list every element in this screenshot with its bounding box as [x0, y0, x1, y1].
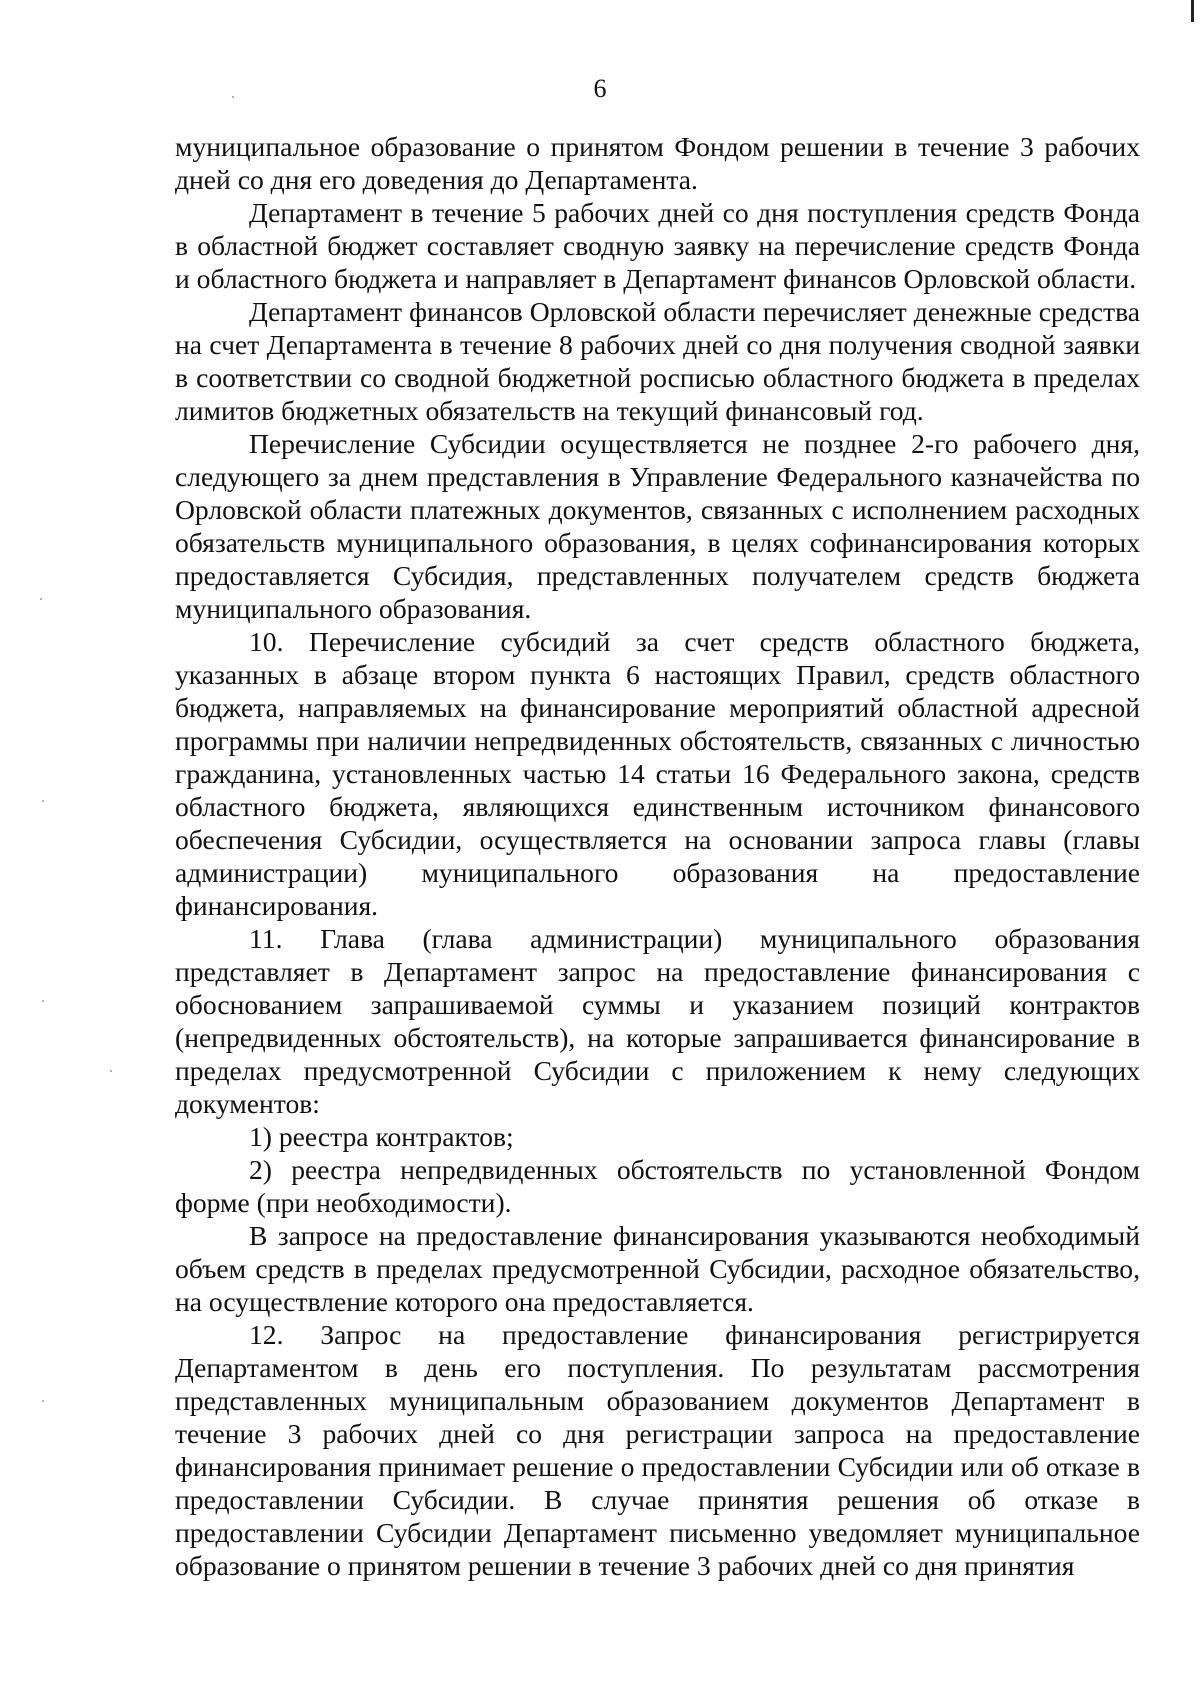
paragraph-request-contents: В запросе на предоставление финансирования указываются необходимый объем средств в пределах предусмотренной Субсидии, расходное обязательство, на осуществление которого она предоставляется.	[175, 1220, 1140, 1317]
scan-edge-mark	[1191, 0, 1194, 22]
list-item-circumstances-registry: 2) реестра непредвиденных обстоятельств по установленной Фондом форме (при необходимости).	[175, 1154, 1140, 1218]
paragraph-finance-transfer: Департамент финансов Орловской области перечисляет денежные средства на счет Департамента в течение 8 рабочих дней со дня получения сводной заявки в соответствии со сводной бюджетной росписью областного бюджета в пределах лимитов бюджетных обязательств на текущий финансовый год.	[175, 296, 1140, 426]
paragraph-clause-11: 11. Глава (глава администрации) муниципального образования представляет в Департамент запрос на предоставление финансирования с обоснованием запрашиваемой суммы и указанием позиций контрактов (непредвиденных обстоятельств), на которые запрашивается финансирование в пределах предусмотренной Субсидии с приложением к нему следующих документов:	[175, 923, 1140, 1119]
page-number: 6	[593, 74, 607, 103]
document-body	[175, 130, 1140, 1582]
paragraph-summary-request: Департамент в течение 5 рабочих дней со дня поступления средств Фонда в областной бюджет составляет сводную заявку на перечисление средств Фонда и областного бюджета и направляет в Департамент финансов Орловской области.	[175, 197, 1140, 294]
paragraph-clause-10: 10. Перечисление субсидий за счет средств областного бюджета, указанных в абзаце втором пункта 6 настоящих Правил, средств областного бюджета, направляемых на финансирование мероприятий областной адресной программы при наличии непредвиденных обстоятельств, связанных с личностью гражданина, установленных частью 14 статьи 16 Федерального закона, средств областного бюджета, являющихся единственным источником финансового обеспечения Субсидии, осуществляется на основании запроса главы (главы администрации) муниципального образования на предоставление финансирования.	[175, 626, 1140, 921]
scan-speck	[42, 1000, 44, 1002]
scan-speck	[110, 1070, 112, 1072]
paragraph-continuation: муниципальное образование о принятом Фондом решении в течение 3 рабочих дней со дня его доведения до Департамента.	[175, 131, 1140, 195]
paragraph-subsidy-transfer: Перечисление Субсидии осуществляется не позднее 2-го рабочего дня, следующего за днем представления в Управление Федерального казначейства по Орловской области платежных документов, связанных с исполнением расходных обязательств муниципального образования, в целях софинансирования которых предоставляется Субсидия, представленных получателем средств бюджета муниципального образования.	[175, 428, 1140, 624]
paragraph-clause-12: 12. Запрос на предоставление финансирования регистрируется Департаментом в день его поступления. По результатам рассмотрения представленных муниципальным образованием документов Департамент в течение 3 рабочих дней со дня регистрации запроса на предоставление финансирования принимает решение о предоставлении Субсидии или об отказе в предоставлении Субсидии. В случае принятия решения об отказе в предоставлении Субсидии Департамент письменно уведомляет муниципальное образование о принятом решении в течение 3 рабочих дней со дня принятия	[175, 1319, 1140, 1581]
scan-speck	[42, 800, 44, 802]
list-item-contracts-registry: 1) реестра контрактов;	[249, 1121, 514, 1152]
scan-speck	[40, 598, 42, 600]
scan-speck	[42, 1400, 44, 1402]
